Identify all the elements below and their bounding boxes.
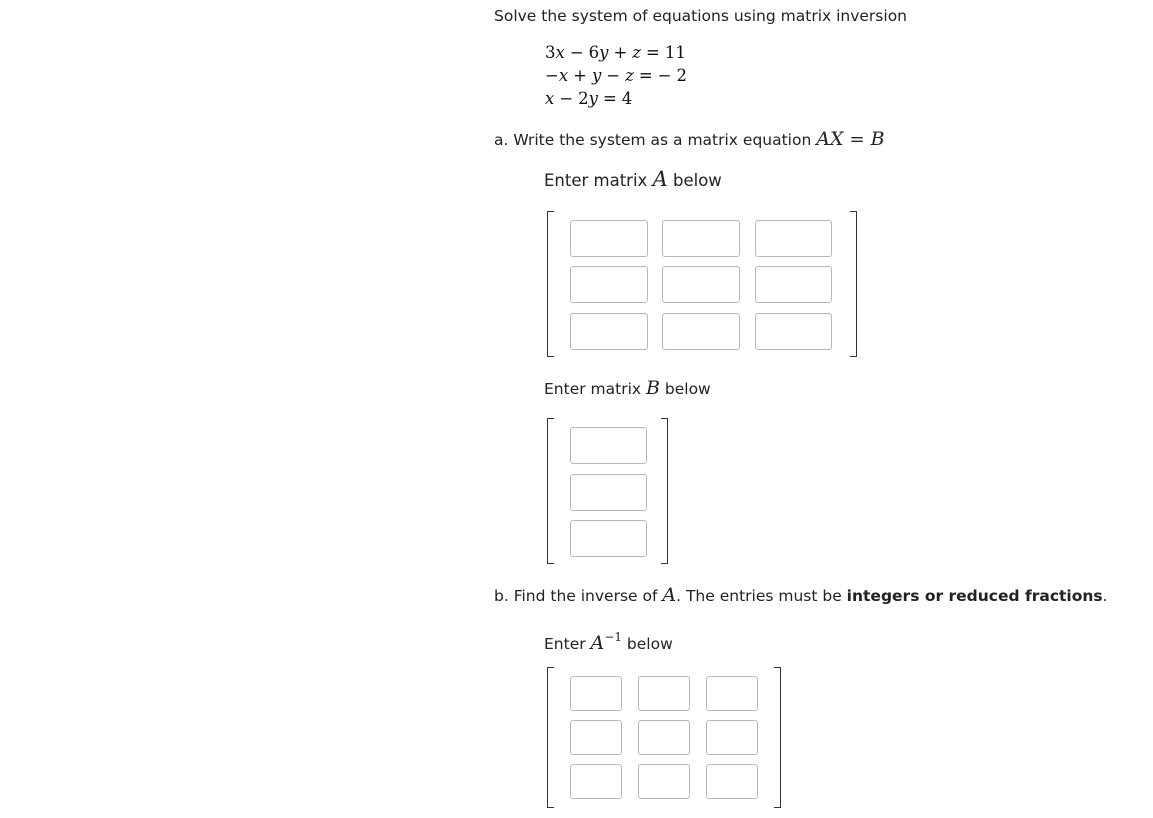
matrix-inverse-cell-r2c1[interactable] (570, 720, 622, 755)
matrix-a-cell-r1c1[interactable] (570, 220, 648, 257)
matrix-a-cell-r1c3[interactable] (755, 220, 832, 257)
matrix-inverse-cell-r3c2[interactable] (638, 764, 690, 799)
matrix-a-cell-r3c3[interactable] (755, 313, 832, 350)
matrix-inverse-cell-r3c1[interactable] (570, 764, 622, 799)
matrix-inverse-label: Enter $A^{-1}$ below (544, 630, 673, 654)
matrix-a-cell-r1c2[interactable] (662, 220, 740, 257)
matrix-a-cell-r2c2[interactable] (662, 266, 740, 303)
equation-1: 3x − 6y + z = 11 (545, 43, 686, 62)
matrix-a-cell-r2c1[interactable] (570, 266, 648, 303)
matrix-a-cell-r3c1[interactable] (570, 313, 648, 350)
equation-2: −x + y − z = − 2 (545, 66, 687, 85)
matrix-a-right-bracket (850, 211, 857, 357)
matrix-inverse-cell-r1c2[interactable] (638, 676, 690, 711)
matrix-b-cell-r2[interactable] (570, 474, 647, 511)
matrix-inverse-cell-r1c3[interactable] (706, 676, 758, 711)
matrix-a-left-bracket (547, 211, 554, 357)
matrix-inverse-right-bracket (774, 667, 781, 808)
matrix-a-cell-r2c3[interactable] (755, 266, 832, 303)
part-b-instruction: b. Find the inverse of A. The entries must be integers or reduced fractions. (494, 584, 1108, 606)
matrix-inverse-left-bracket (547, 667, 554, 808)
problem-statement: Solve the system of equations using matrix inversion (494, 7, 907, 25)
matrix-b-label: Enter matrix B below (544, 377, 711, 399)
matrix-inverse-cell-r2c2[interactable] (638, 720, 690, 755)
matrix-b-left-bracket (547, 418, 554, 564)
matrix-inverse-cell-r1c1[interactable] (570, 676, 622, 711)
part-a-instruction: a. Write the system as a matrix equation AX = B (494, 128, 885, 150)
matrix-inverse-cell-r3c3[interactable] (706, 764, 758, 799)
matrix-b-right-bracket (661, 418, 668, 564)
equation-3: x − 2y = 4 (545, 89, 633, 108)
matrix-a-cell-r3c2[interactable] (662, 313, 740, 350)
matrix-b-cell-r1[interactable] (570, 427, 647, 464)
matrix-a-label: Enter matrix A below (544, 167, 722, 191)
matrix-b-cell-r3[interactable] (570, 520, 647, 557)
matrix-inverse-cell-r2c3[interactable] (706, 720, 758, 755)
